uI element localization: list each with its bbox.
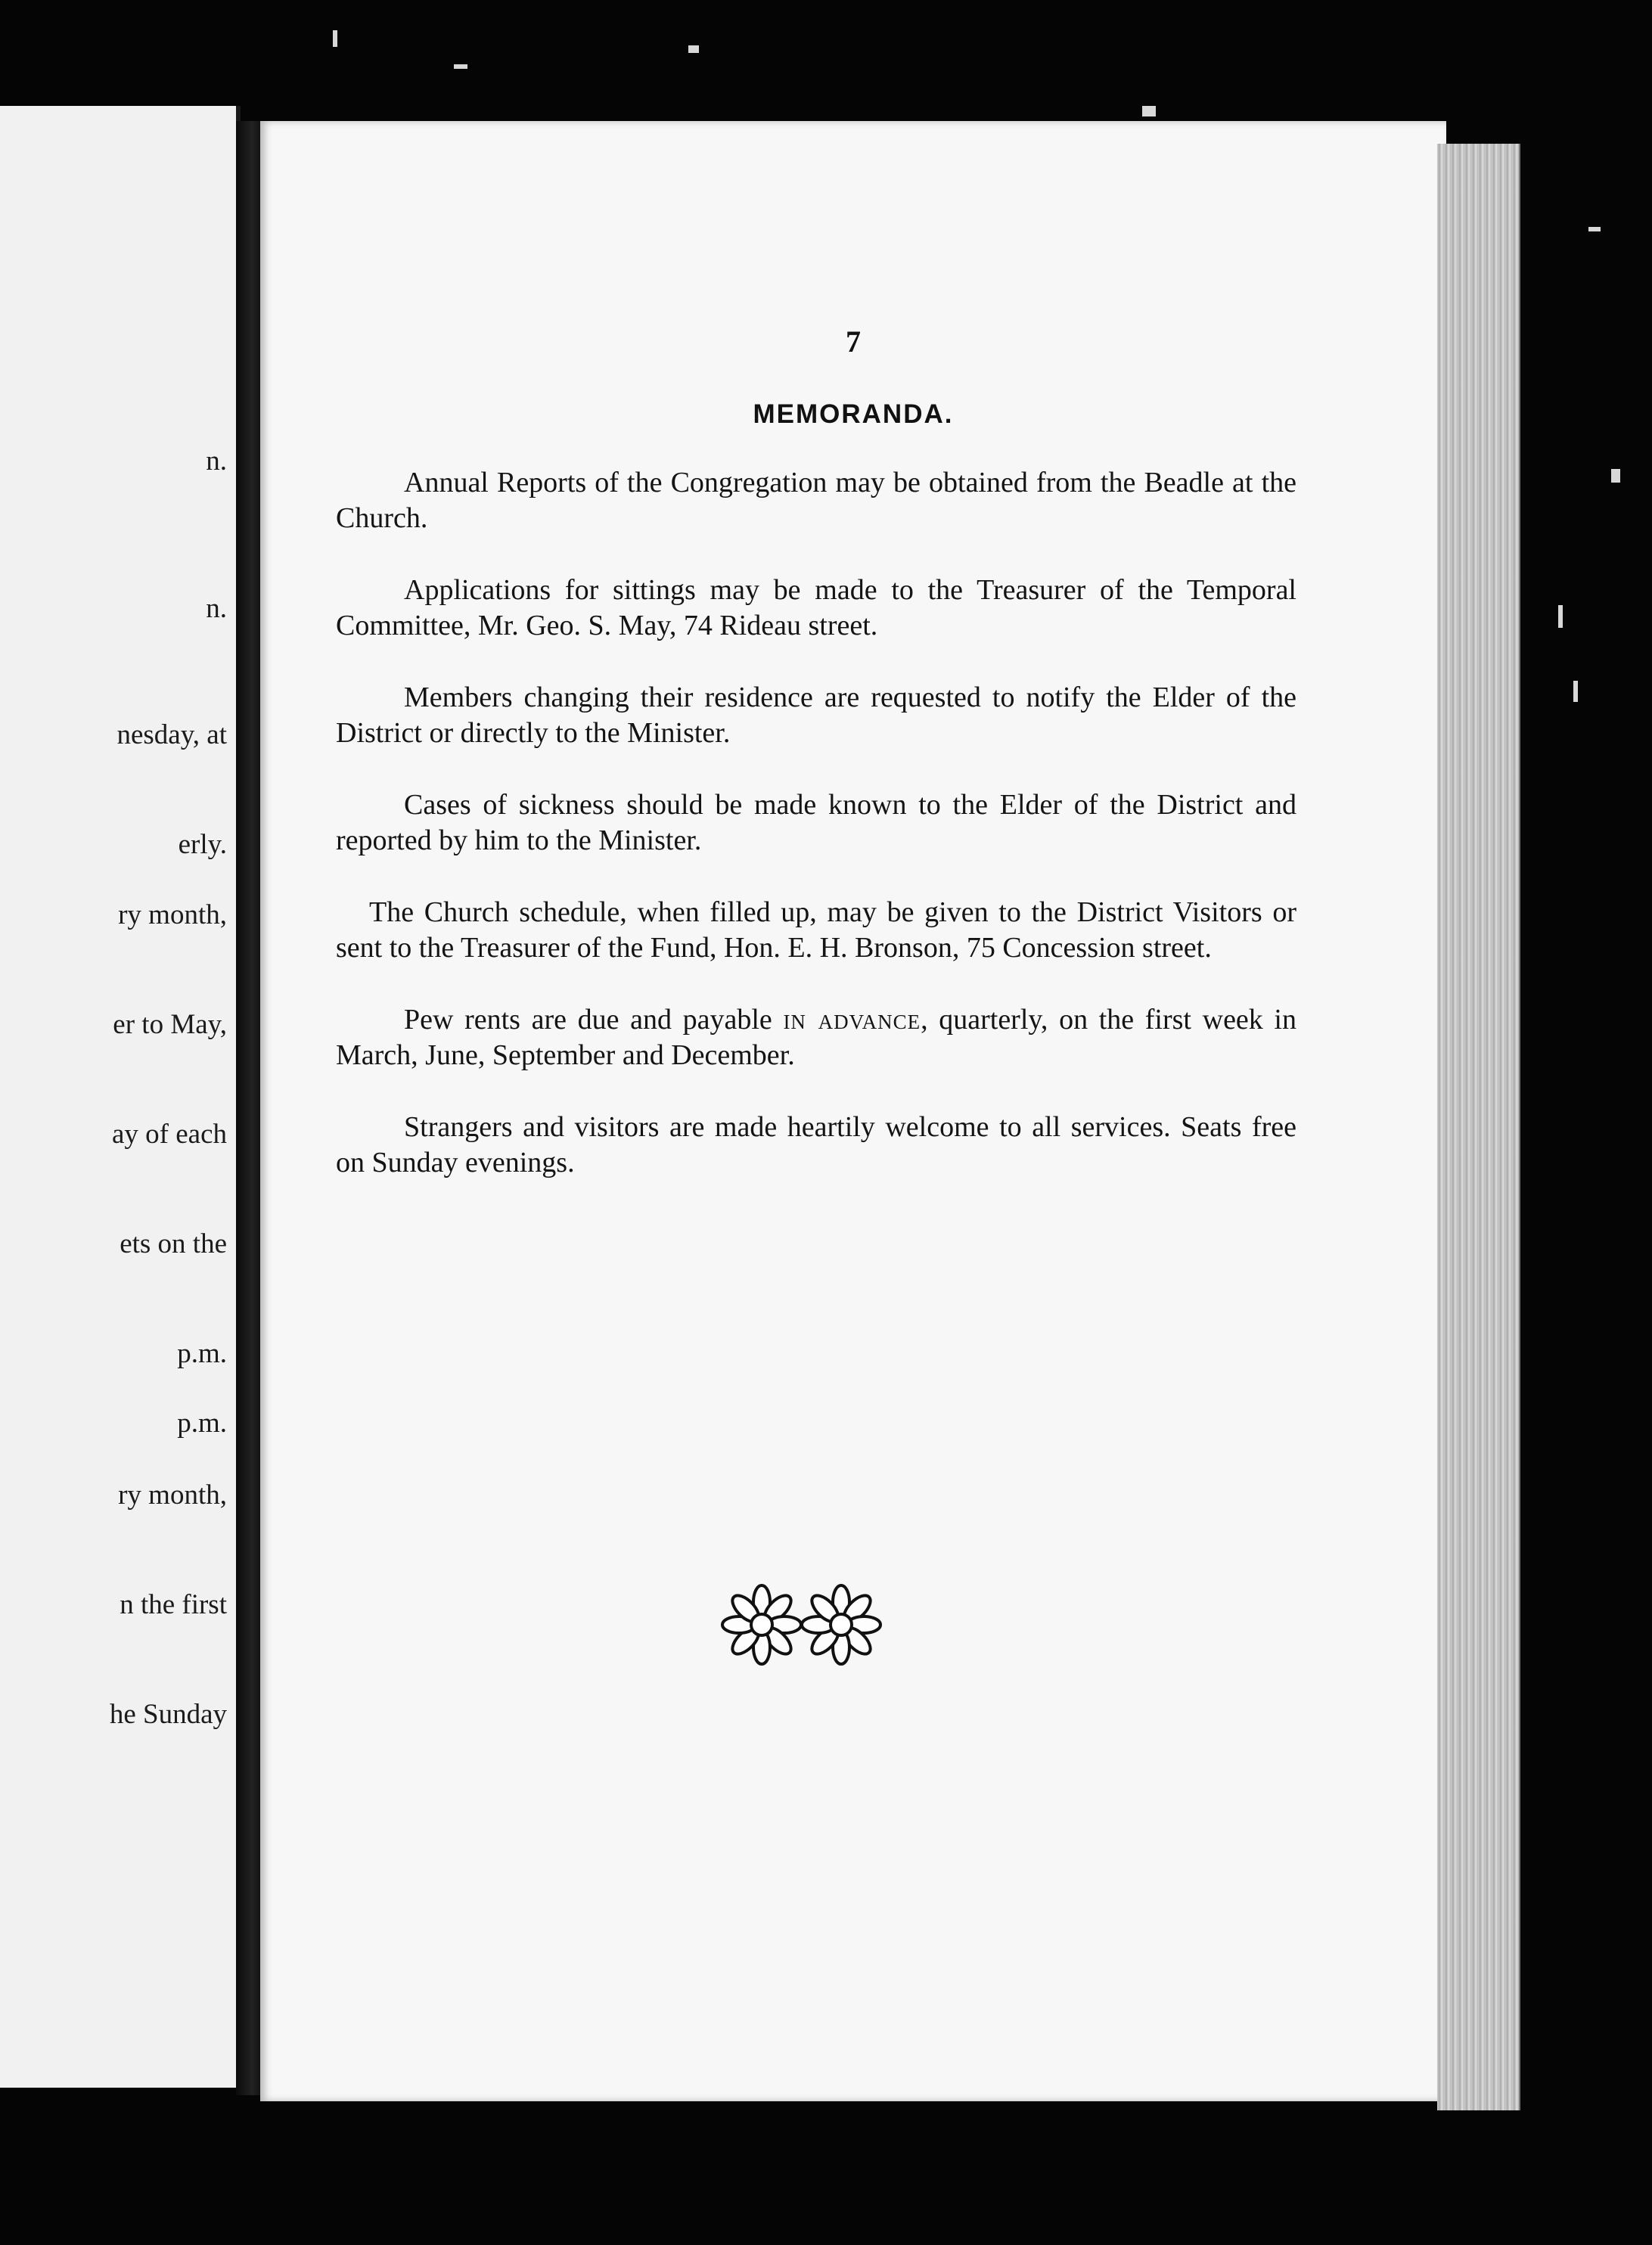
left-page-fragment bbox=[0, 106, 241, 2088]
left-page-line: er to May, bbox=[113, 1009, 227, 1040]
page-number: 7 bbox=[846, 324, 861, 359]
film-speck bbox=[688, 45, 699, 53]
film-speck bbox=[1611, 469, 1620, 483]
double-flower-ornament-icon bbox=[720, 1579, 887, 1674]
left-page-line: p.m. bbox=[177, 1408, 227, 1439]
left-page-line: erly. bbox=[178, 829, 227, 860]
pew-rents-text-end: , quarterly, on the first week in March, June, September and December. bbox=[336, 1004, 1296, 1071]
paragraph-annual-reports: Annual Reports of the Congregation may be obtained from the Beadle at the Church. bbox=[336, 467, 1296, 534]
left-page-line: nesday, at bbox=[116, 719, 227, 750]
book-gutter bbox=[236, 121, 263, 2095]
film-speck bbox=[1558, 605, 1563, 628]
film-speck bbox=[1142, 106, 1156, 116]
paragraph-pew-rents bbox=[336, 1002, 1296, 1073]
paragraph-sittings: Applications for sittings may be made to the Treasurer of the Temporal Committee, Mr. Geo. S. May, 74 Rideau street. bbox=[336, 574, 1296, 641]
left-page-line: ry month, bbox=[118, 1480, 227, 1511]
paragraph-strangers-visitors: Strangers and visitors are made heartily welcome to all services. Seats free on Sunday evenings. bbox=[336, 1111, 1296, 1178]
film-speck bbox=[454, 64, 467, 69]
left-page-line: n. bbox=[206, 446, 227, 477]
page-title: MEMORANDA. bbox=[753, 399, 954, 429]
left-page-line: p.m. bbox=[177, 1338, 227, 1369]
paragraph-sickness: Cases of sickness should be made known to the Elder of the District and reported by him to the Minister. bbox=[336, 789, 1296, 856]
left-page-line: ets on the bbox=[120, 1228, 227, 1259]
memoranda-body bbox=[336, 465, 1296, 1217]
film-speck bbox=[333, 30, 337, 47]
paragraph-change-residence: Members changing their residence are requested to notify the Elder of the District or directly to the Minister. bbox=[336, 682, 1296, 749]
left-page-line: ay of each bbox=[111, 1119, 227, 1150]
pew-rents-text-start: Pew rents are due and payable bbox=[404, 1004, 784, 1036]
in-advance-smallcaps: in advance bbox=[783, 1004, 921, 1036]
left-page-line: n. bbox=[206, 593, 227, 624]
page-stack-edge bbox=[1437, 144, 1519, 2110]
left-page-line: he Sunday bbox=[109, 1699, 227, 1730]
film-speck bbox=[1588, 227, 1601, 231]
page-edge-shadow bbox=[1519, 144, 1520, 2110]
left-page-line: n the first bbox=[120, 1589, 227, 1620]
left-page-line: ry month, bbox=[118, 899, 227, 930]
right-page bbox=[260, 121, 1446, 2101]
film-speck bbox=[1573, 681, 1578, 702]
paragraph-church-schedule: The Church schedule, when filled up, may be given to the District Visitors or sent to the Treasurer of the Fund, Hon. E. H. Bronson, 75 Concession street. bbox=[336, 896, 1296, 964]
